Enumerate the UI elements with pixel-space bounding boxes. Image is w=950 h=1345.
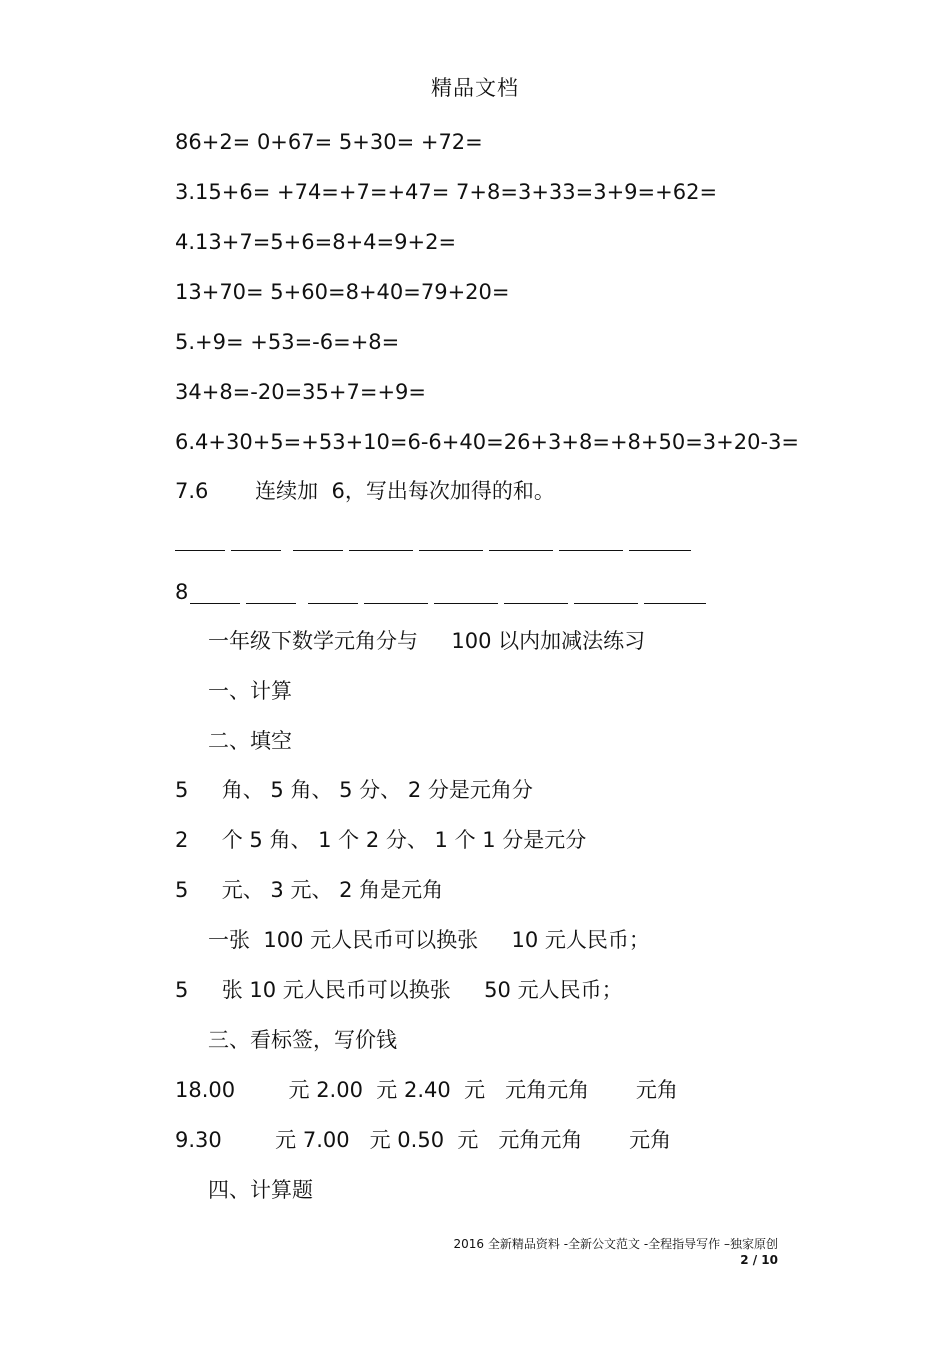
section-heading: 二、填空 [208,729,292,753]
footer-text: 2016 全新精品资料 -全新公文范文 -全程指导写作 –独家原创 [453,1237,778,1251]
exercise-line: 34+8=-20=35+7=+9= [175,380,426,404]
exercise-line: 6.4+30+5=+53+10=6-6+40=26+3+8=+8+50=3+20-3= [175,430,800,454]
exercise-line: 5 张 10 元人民币可以换张 50 元人民币； [175,978,623,1002]
answer-blank[interactable] [231,530,281,551]
exercise-line: 18.00 元 2.00 元 2.40 元 元角元角 元角 [175,1078,678,1102]
exercise-line: 一张 100 元人民币可以换张 10 元人民币； [208,928,650,952]
answer-blank[interactable] [190,583,240,604]
page-number: 2 / 10 [740,1253,778,1267]
answer-blank[interactable] [308,583,358,604]
exercise-line: 4.13+7=5+6=8+4=9+2= [175,230,457,254]
section-title: 一年级下数学元角分与 100 以内加减法练习 [208,629,646,653]
answer-blank[interactable] [629,530,691,551]
answer-blank[interactable] [364,583,428,604]
section-heading: 四、计算题 [208,1178,313,1202]
exercise-line: 5 元、 3 元、 2 角是元角 [175,878,444,902]
answer-blank[interactable] [434,583,498,604]
section-heading: 一、计算 [208,679,292,703]
answer-blank[interactable] [293,530,343,551]
exercise-line: 5.+9= +53=-6=+8= [175,330,400,354]
exercise-number: 8 [175,580,189,604]
answer-blank[interactable] [246,583,296,604]
exercise-line: 5 角、 5 角、 5 分、 2 分是元角分 [175,778,533,802]
exercise-line: 7.6 连续加 6，写出每次加得的和。 [175,479,555,503]
page-footer [454,1236,778,1268]
answer-blank[interactable] [419,530,483,551]
answer-blank[interactable] [644,583,706,604]
answer-blank[interactable] [175,530,225,551]
exercise-line: 3.15+6= +74=+7=+47= 7+8=3+33=3+9=+62= [175,180,718,204]
exercise-line: 2 个 5 角、 1 个 2 分、 1 个 1 分是元分 [175,828,587,852]
exercise-line: 86+2= 0+67= 5+30= +72= [175,130,483,154]
answer-blank[interactable] [574,583,638,604]
answer-blank[interactable] [559,530,623,551]
section-heading: 三、看标签，写价钱 [208,1028,397,1052]
page-header-title: 精品文档 [431,76,519,100]
exercise-line: 13+70= 5+60=8+40=79+20= [175,280,510,304]
answer-blank[interactable] [489,530,553,551]
answer-blanks-row-1 [175,530,697,551]
answer-blanks-row-2 [175,580,712,604]
answer-blank[interactable] [349,530,413,551]
exercise-line: 9.30 元 7.00 元 0.50 元 元角元角 元角 [175,1128,672,1152]
answer-blank[interactable] [504,583,568,604]
